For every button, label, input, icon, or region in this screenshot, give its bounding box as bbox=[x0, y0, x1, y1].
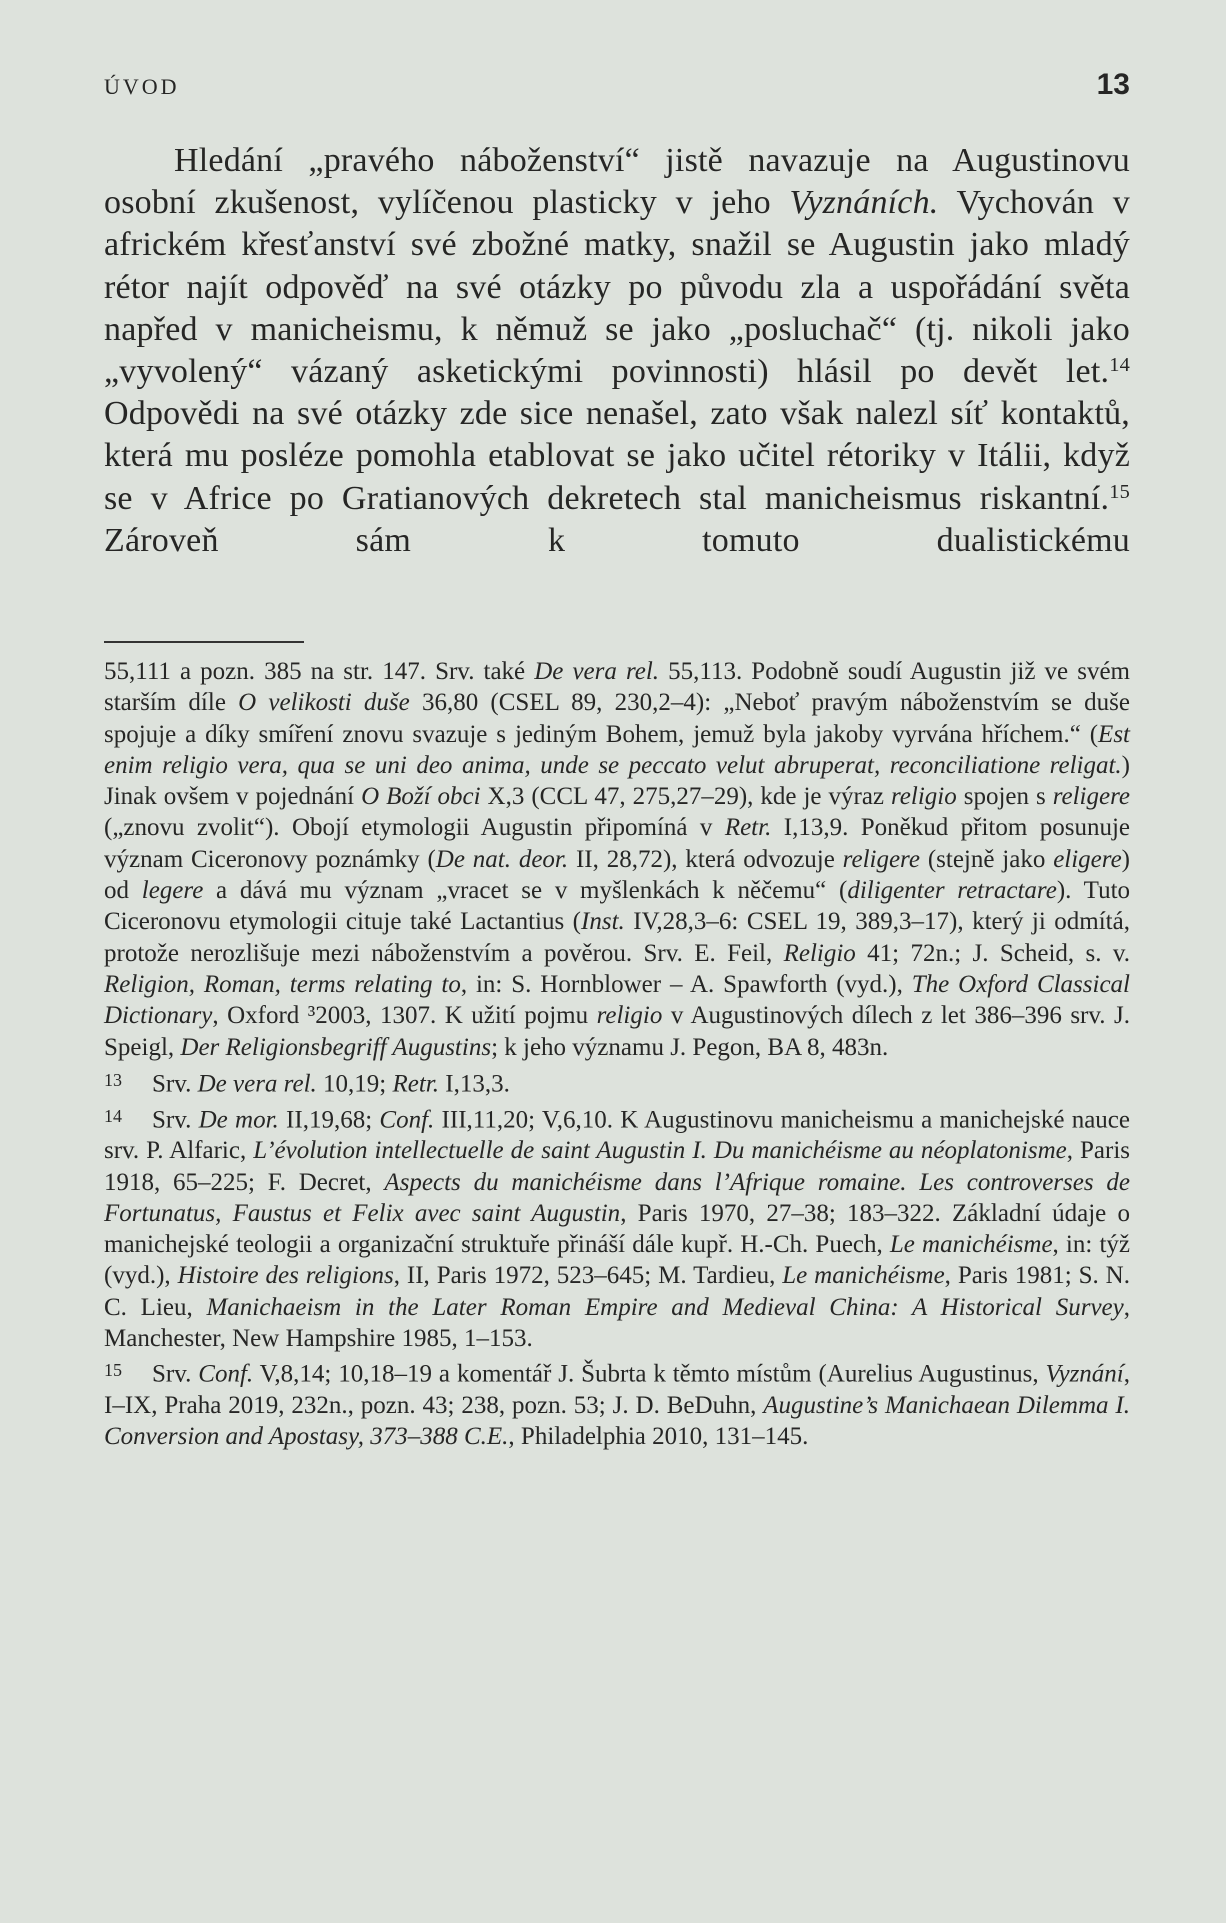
footnote-13 bbox=[104, 1065, 1130, 1100]
italic-citation: Vyznání bbox=[1045, 1360, 1124, 1388]
footnote-text-run: IV,28,3–6: CSEL 19, 389,3–17), který ji odmítá, protože nerozlišuje mezi náboženstvím a pověrou. Srv. E. Feil, bbox=[104, 908, 1130, 967]
italic-citation: The Oxford Classical Dictionary bbox=[104, 970, 1131, 1030]
footnote-text-run: ) od bbox=[104, 845, 1130, 905]
italic-citation: Inst. bbox=[581, 908, 625, 936]
italic-citation: Conf. bbox=[198, 1360, 254, 1388]
footnote-text-run: spojen s bbox=[956, 783, 1053, 811]
running-head: ÚVOD bbox=[104, 74, 180, 99]
italic-citation: religere bbox=[842, 845, 920, 873]
footnote-text-run: X,3 (CCL 47, 275,27–29), kde je výraz bbox=[480, 783, 891, 811]
footnote-number: 14 bbox=[104, 1105, 122, 1126]
footnote-text-run: („znovu zvolit“). Obojí etymologii Augustin připomíná v bbox=[104, 814, 725, 842]
italic-citation: De vera rel. bbox=[197, 1070, 317, 1098]
italic-citation: De vera rel. bbox=[534, 658, 660, 685]
footnote-separator bbox=[104, 641, 304, 643]
italic-citation: Le manichéisme bbox=[889, 1231, 1053, 1259]
italic-citation: Aspects du manichéisme dans l’Afrique romaine. Les controverses de Fortunatus, Faustus et Felix avec saint Augustin bbox=[104, 1168, 1130, 1227]
italic-citation: religio bbox=[891, 783, 957, 811]
footnote-list bbox=[104, 1065, 1130, 1453]
italic-citation: Est enim religio vera, qua se uni deo anima, unde se peccato velut abruperat, reconciliatione religat. bbox=[104, 720, 1130, 779]
italic-citation: Der Religionsbegriff Augustins bbox=[180, 1033, 492, 1061]
footnote-14 bbox=[104, 1101, 1130, 1355]
footnote-continuation bbox=[104, 656, 1130, 1063]
footnote-text-run: I,13,9. Poněkud přitom posunuje význam Ciceronovy poznámky ( bbox=[104, 814, 1130, 873]
footnote-15 bbox=[104, 1355, 1130, 1452]
footnote-text-run: 10,19; bbox=[316, 1070, 393, 1098]
italic-citation: De nat. deor. bbox=[435, 845, 569, 873]
footnote-text-run: , Philadelphia 2010, 131–145. bbox=[508, 1423, 809, 1451]
footnote-text-run: v Augustinových dílech z let 386–396 srv. J. Speigl, bbox=[104, 1002, 1130, 1061]
footnote-text-run: (stejně jako bbox=[919, 845, 1054, 873]
italic-citation: diligenter retractare bbox=[847, 877, 1057, 905]
italic-citation: O velikosti duše bbox=[238, 689, 410, 717]
footnote-text-run: II,19,68; bbox=[278, 1105, 380, 1133]
footnote-text-run: , Paris 1981; S. N. C. Lieu, bbox=[104, 1262, 1130, 1321]
footnote-text-run: , Manchester, New Hampshire 1985, 1–153. bbox=[104, 1293, 1130, 1353]
italic-citation: religere bbox=[1052, 783, 1130, 811]
footnote-number: 15 bbox=[104, 1360, 122, 1381]
footnote-ref-14[interactable]: 14 bbox=[1109, 353, 1130, 376]
footnote-text-run: a dává mu význam „vracet se v myšlenkách k něčemu“ ( bbox=[203, 877, 848, 905]
italic-citation: Histoire des religions bbox=[177, 1262, 394, 1290]
footnote-text-run: , in: týž (vyd.), bbox=[104, 1231, 1130, 1290]
footnote-text-run: V,8,14; 10,18–19 a komentář J. Šubrta k těmto místům (Aurelius Augustinus, bbox=[253, 1360, 1046, 1388]
italic-citation: Augustine’s Manichaean Dilemma I. Conversion and Apostasy, 373–388 C.E. bbox=[104, 1392, 1130, 1451]
footnote-text-run: 41; 72n.; J. Scheid, s. v. bbox=[855, 939, 1130, 967]
italic-citation: Religio bbox=[783, 939, 856, 967]
page-header bbox=[104, 68, 1130, 112]
footnote-ref-15[interactable]: 15 bbox=[1109, 480, 1130, 503]
footnote-text-run: ; k jeho významu J. Pegon, BA 8, 483n. bbox=[491, 1033, 889, 1061]
footnote-text-run: Srv. bbox=[152, 1360, 199, 1388]
footnote-text-run: Srv. bbox=[152, 1105, 199, 1133]
page-number: 13 bbox=[1096, 68, 1130, 101]
italic-citation: Manichaeism in the Later Roman Empire and Medieval China: A Historical Survey bbox=[206, 1293, 1124, 1321]
main-text bbox=[104, 140, 1130, 562]
italic-citation: eligere bbox=[1053, 845, 1122, 873]
footnote-text-run: , Paris 1918, 65–225; F. Decret, bbox=[104, 1137, 1130, 1196]
footnote-text-run: ). Tuto Ciceronovu etymologii cituje také Lactantius ( bbox=[104, 877, 1131, 936]
footnote-text-run: , II, Paris 1972, 523–645; M. Tardieu, bbox=[393, 1262, 783, 1290]
footnote-text-run: 55,111 a pozn. 385 na str. 147. Srv. také bbox=[104, 658, 535, 685]
italic-citation: Conf. bbox=[379, 1105, 435, 1133]
italic-citation: Le manichéisme bbox=[782, 1262, 945, 1290]
italic-citation: legere bbox=[141, 877, 204, 905]
italic-citation: Retr. bbox=[724, 814, 772, 842]
italic-citation: O Boží obci bbox=[361, 783, 481, 811]
italic-citation: Retr. bbox=[392, 1070, 440, 1098]
footnote-text-run: I,13,3. bbox=[439, 1070, 510, 1098]
italic-citation: religio bbox=[596, 1002, 663, 1030]
footnote-text-run: 55,113. Podobně soudí Augustin již ve svém starším díle bbox=[104, 658, 1130, 717]
footnote-text-run: , in: S. Hornblower – A. Spawforth (vyd.), bbox=[460, 970, 912, 998]
footnote-text-run: II, 28,72), která odvozuje bbox=[568, 845, 843, 873]
footnote-number: 13 bbox=[104, 1069, 122, 1090]
footnote-text-run: , I–IX, Praha 2019, 232n., pozn. 43; 238, pozn. 53; J. D. BeDuhn, bbox=[104, 1360, 1130, 1419]
italic-citation: Religion, Roman, terms relating to bbox=[104, 970, 461, 998]
italic-citation: De mor. bbox=[198, 1105, 279, 1133]
footnotes bbox=[104, 656, 1130, 1453]
footnote-text-run: , Paris 1970, 27–38; 183–322. Základní údaje o manichejské teologii a organizační struktuře přináší dále kupř. H.-Ch. Puech, bbox=[104, 1199, 1130, 1259]
footnote-text-run: 36,80 (CSEL 89, 230,2–4): „Neboť pravým náboženstvím se duše spojuje a díky smíření znovu svazuje s jediným Bohem, jemuž byla jakoby vyrvána hříchem.“ ( bbox=[104, 689, 1130, 748]
footnote-text-run: ) Jinak ovšem v pojednání bbox=[104, 751, 1130, 811]
footnote-text-run: , Oxford ³2003, 1307. K užití pojmu bbox=[212, 1002, 597, 1030]
italic-citation: L’évolution intellectuelle de saint Augustin I. Du manichéisme au néoplatonisme bbox=[253, 1137, 1067, 1165]
body-paragraph: Hledání „pravého náboženství“ jistě navazuje na Augustinovu osobní zkušenost, vylíčenou plasticky v jeho Vyznáních. Vychován v africkém křesťanství své zbožné matky, snažil se Augustin jako mladý rétor najít odpověď na své otázky po původu zla a uspořádání světa napřed v manicheismu, k němuž se jako „posluchač“ (tj. nikoli jako „vyvolený“ vázaný asketickými povinnosti) hlásil po devět let.$^{14}$ Odpovědi na své otázky zde sice nenašel, zato však nalezl síť kontaktů, která mu posléze pomohla etablovat se jako učitel rétoriky v Itálii, když se v Africe po Gratianových dekretech stal manicheismus riskantní.$^{15}$ Zároveň sám k tomuto dualistickému bbox=[104, 142, 1130, 559]
footnote-text-run: Srv. bbox=[152, 1070, 198, 1098]
footnote-text-run: III,11,20; V,6,10. K Augustinovu manicheismu a manichejské nauce srv. P. Alfaric, bbox=[104, 1105, 1130, 1165]
